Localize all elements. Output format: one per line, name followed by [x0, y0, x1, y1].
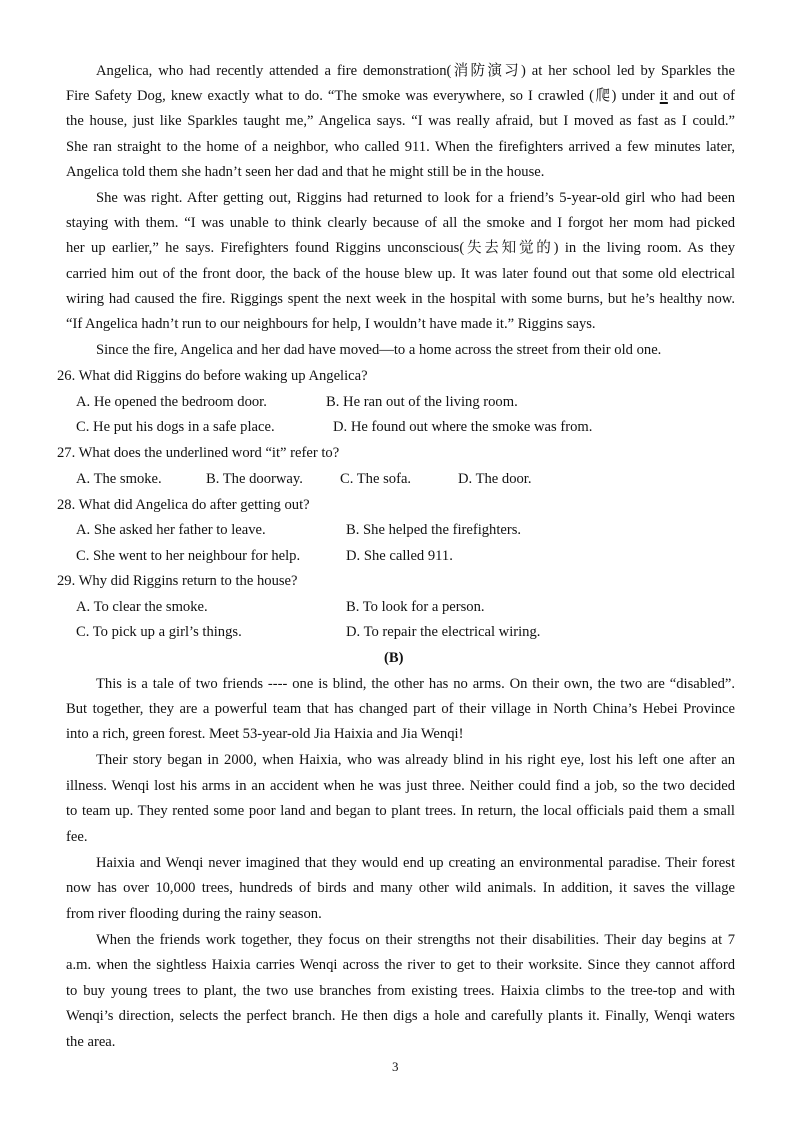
passage-a-line: Angelica told them she hadn’t seen her dad and that he might still be in the house.: [66, 164, 545, 180]
underlined-word-it: it: [659, 88, 668, 104]
passage-b-line: a.m. when the sightless Haixia carries Wenqi across the river to get to their worksite. Since they cannot afford: [66, 957, 735, 973]
passage-a-line: Angelica, who had recently attended a fire demonstration(消防演习) at her school led by Sparkles the: [96, 63, 735, 79]
question-option: A. He opened the bedroom door.: [76, 394, 267, 410]
passage-a-line: “If Angelica hadn’t run to our neighbours for help, I wouldn’t have made it.” Riggins says.: [66, 316, 596, 332]
question-option: D. He found out where the smoke was from.: [333, 419, 593, 435]
question-option: A. To clear the smoke.: [76, 599, 208, 615]
question-option: C. The sofa.: [340, 471, 412, 487]
section-heading: (B): [384, 650, 404, 666]
text-span: Fire Safety Dog, knew exactly what to do. “The smoke was everywhere, so I crawled (爬) under: [66, 88, 660, 104]
passage-b-line: to team up. They rented some poor land and began to plant trees. In return, the local officials paid them a small: [66, 803, 735, 819]
question-option: D. The door.: [458, 471, 532, 487]
passage-a-line: She ran straight to the home of a neighbor, who called 911. When the firefighters arrived a few minutes later,: [66, 139, 735, 155]
passage-b-line: from river flooding during the rainy season.: [66, 906, 322, 922]
question-stem: 27. What does the underlined word “it” refer to?: [57, 445, 340, 461]
passage-a-line: She was right. After getting out, Riggins had returned to look for a friend’s 5-year-old girl who had been: [96, 190, 735, 206]
question-stem: 26. What did Riggins do before waking up Angelica?: [57, 368, 368, 384]
passage-a-line: Since the fire, Angelica and her dad have moved—to a home across the street from their old one.: [96, 342, 662, 358]
question-option: C. He put his dogs in a safe place.: [76, 419, 275, 435]
question-option: A. The smoke.: [76, 471, 162, 487]
passage-b-line: When the friends work together, they focus on their strengths not their disabilities. Their day begins at 7: [96, 932, 735, 948]
question-option: B. She helped the firefighters.: [346, 522, 522, 538]
question-stem: 29. Why did Riggins return to the house?: [57, 573, 298, 589]
passage-a-line: carried him out of the front door, the back of the house blew up. It was later found out that some old electrical: [66, 266, 735, 282]
passage-a-line: [66, 86, 735, 106]
passage-b-line: the area.: [66, 1034, 116, 1050]
passage-b-line: to buy young trees to plant, the two use branches from existing trees. Haixia climbs to the tree-top and with: [66, 983, 735, 999]
question-option: B. To look for a person.: [346, 599, 485, 615]
passage-a-line: the house, just like Sparkles taught me,” Angelica says. “I was really afraid, but I moved as fast as I could.”: [66, 113, 735, 129]
question-stem: 28. What did Angelica do after getting out?: [57, 497, 310, 513]
passage-b-line: Haixia and Wenqi never imagined that they would end up creating an environmental paradise. Their forest: [96, 855, 735, 871]
passage-b-line: Their story began in 2000, when Haixia, who was already blind in his right eye, lost his left one after an: [96, 752, 735, 768]
passage-b-line: into a rich, green forest. Meet 53-year-old Jia Haixia and Jia Wenqi!: [66, 726, 464, 742]
passage-a-line: wiring had caused the fire. Riggings spent the next week in the hospital with some burns, but he’s healthy now.: [66, 291, 735, 307]
passage-b-line: fee.: [66, 829, 88, 845]
passage-b-line: This is a tale of two friends ---- one is blind, the other has no arms. On their own, the two are “disabled”.: [96, 676, 735, 692]
question-option: B. He ran out of the living room.: [326, 394, 518, 410]
question-option: D. To repair the electrical wiring.: [346, 624, 541, 640]
question-option: C. She went to her neighbour for help.: [76, 548, 301, 564]
question-option: B. The doorway.: [206, 471, 303, 487]
passage-a-line: staying with them. “I was unable to think clearly because of all the smoke and I forgot her mom had picked: [66, 215, 735, 231]
question-option: A. She asked her father to leave.: [76, 522, 266, 538]
passage-a-line: her up earlier,” he says. Firefighters found Riggins unconscious(失去知觉的) in the living room. As they: [66, 240, 735, 256]
passage-b-line: Wenqi’s direction, selects the perfect branch. He then digs a hole and carefully plants it. Finally, Wenqi waters: [66, 1008, 735, 1024]
question-option: C. To pick up a girl’s things.: [76, 624, 242, 640]
page-number: 3: [392, 1059, 399, 1074]
passage-b-line: illness. Wenqi lost his arms in an accident when he was just three. Neither could find a job, so the two decided: [66, 778, 735, 794]
text-span: and out of: [667, 88, 735, 104]
passage-b-line: now has over 10,000 trees, hundreds of birds and many other wild animals. In addition, it saves the village: [66, 880, 735, 896]
passage-b-line: But together, they are a powerful team that has changed part of their village in North China’s Hebei Province: [66, 701, 735, 717]
question-option: D. She called 911.: [346, 548, 453, 564]
